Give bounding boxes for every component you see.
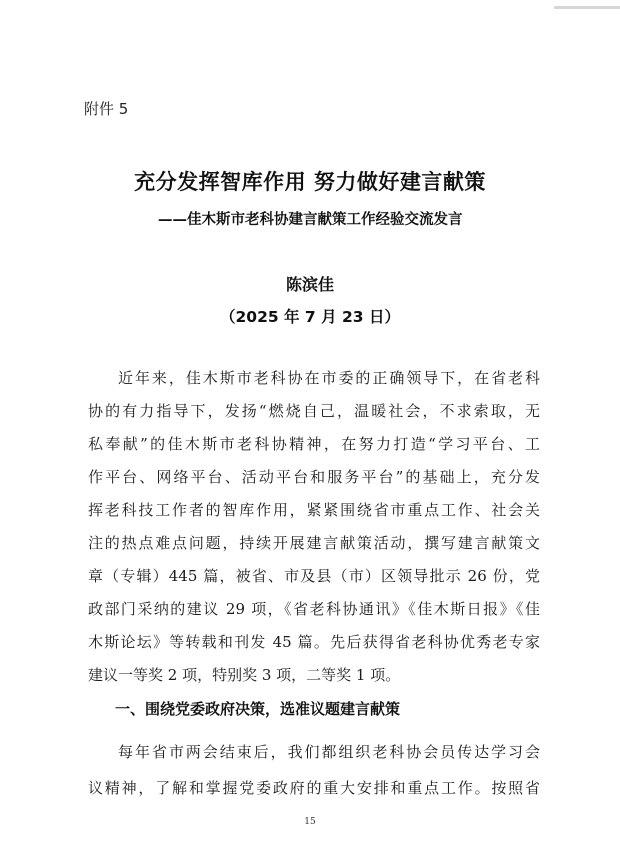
section-heading: 一、围绕党委政府决策，选准议题建言献策 [115, 700, 401, 718]
speech-date: （2025 年 7 月 23 日） [220, 308, 400, 326]
paragraph-line: 政部门采纳的建议 29 项，《省老科协通讯》《佳木斯日报》《佳 [88, 600, 540, 618]
paragraph-line: 协的有力指导下，发扬“燃烧自己，温暖社会，不求索取，无 [88, 402, 540, 420]
document-title: 充分发挥智库作用 努力做好建言献策 [134, 170, 486, 194]
paragraph-line: 注的热点难点问题，持续开展建言献策活动，撰写建言献策文 [88, 534, 540, 552]
paragraph-line: 近年来，佳木斯市老科协在市委的正确领导下，在省老科 [118, 369, 540, 387]
paragraph-line: 作平台、网络平台、活动平台和服务平台”的基础上，充分发 [88, 468, 540, 486]
page-number: 15 [304, 817, 316, 827]
author-name: 陈滨佳 [285, 275, 334, 294]
paragraph-line: 木斯论坛》等转载和刊发 45 篇。先后获得省老科协优秀老专家 [88, 633, 540, 651]
paragraph-line: 每年省市两会结束后，我们都组织老科协会员传达学习会 [118, 743, 540, 761]
paragraph-line: 建议一等奖 2 项，特别奖 3 项，二等奖 1 项。 [88, 666, 401, 684]
scan-edge-mark [554, 6, 620, 9]
attachment-label: 附件 5 [84, 100, 129, 118]
paragraph-line: 议精神，了解和掌握党委政府的重大安排和重点工作。按照省 [88, 779, 540, 797]
document-subtitle: ——佳木斯市老科协建言献策工作经验交流发言 [158, 212, 463, 228]
paragraph-line: 私奉献”的佳木斯市老科协精神，在努力打造“学习平台、工 [88, 435, 540, 453]
paragraph-line: 章（专辑）445 篇，被省、市及县（市）区领导批示 26 份，党 [88, 567, 540, 585]
paragraph-line: 挥老科技工作者的智库作用，紧紧围绕省市重点工作、社会关 [88, 501, 540, 519]
